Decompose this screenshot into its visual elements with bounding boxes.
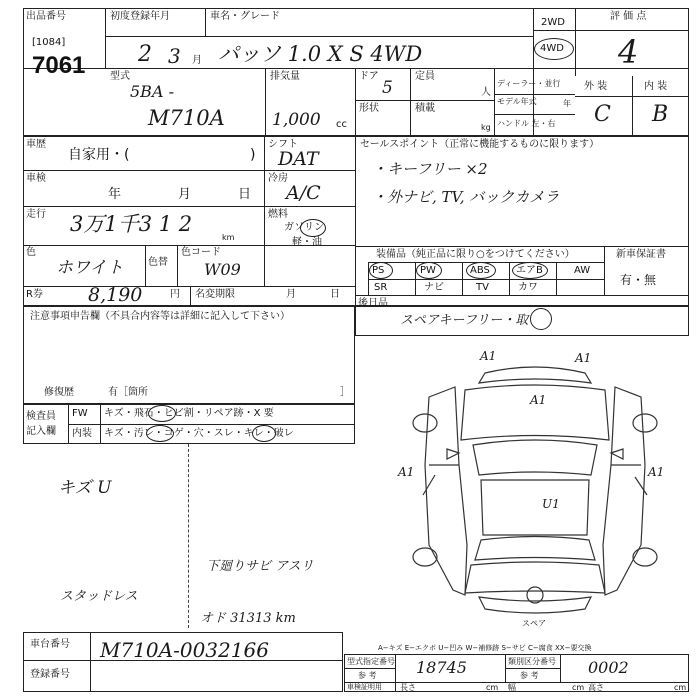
name-grade-value: パッソ 1.0 X S 4WD xyxy=(218,42,423,66)
shape-label: 形状 xyxy=(359,103,379,114)
aftermarket-value: スペアキーフリー・取 xyxy=(400,313,529,328)
inspection-label: 車検 xyxy=(26,173,46,184)
load-label: 積載 xyxy=(415,103,435,114)
score-value: 4 xyxy=(618,33,639,71)
dealer-label: ディーラー・並行 xyxy=(497,79,561,88)
color-code-value: W09 xyxy=(204,260,241,279)
diagram-mark-front-left: A1 xyxy=(480,349,497,363)
equip-airbag: エアB xyxy=(516,265,543,276)
fuel-gasoline: ガソリン xyxy=(284,222,324,233)
first-reg-year: 2 xyxy=(138,42,152,67)
inspector-note-4: オド 31313 km xyxy=(200,611,296,626)
diagram-mark-right-side: A1 xyxy=(648,465,665,479)
cooler-label: 冷房 xyxy=(268,173,288,184)
score-label: 評 価 点 xyxy=(610,11,647,22)
displacement-value: 1,000 xyxy=(272,110,321,130)
warranty-value: 有・無 xyxy=(620,273,657,287)
model-prefix: 5BA - xyxy=(130,82,174,101)
equip-sr: SR xyxy=(374,282,388,293)
color-code-label: 色コード xyxy=(181,247,221,258)
equip-aw: AW xyxy=(574,265,591,276)
cooler-value: A/C xyxy=(286,182,321,204)
lot-label: 出品番号 xyxy=(26,11,66,22)
inspector-note-3: スタッドレス xyxy=(60,589,138,604)
equip-ps: PS xyxy=(372,265,385,276)
cert-label: 車検証明用 xyxy=(347,683,382,691)
sales-point-1: ・キーフリー ×2 xyxy=(372,160,488,178)
interior-grade: B xyxy=(652,102,669,127)
notes-label: 注意事項申告欄（不具合内容等は詳細に記入して下さい） xyxy=(30,311,290,322)
color-label: 色 xyxy=(26,247,36,258)
height-label: 高さ xyxy=(588,683,604,692)
recycle-value: 8,190 xyxy=(88,284,143,306)
history-value: 自家用・( xyxy=(68,147,130,163)
exterior-label: 外 装 xyxy=(584,81,608,92)
equip-navi: ナビ xyxy=(424,282,444,293)
equip-leather: カワ xyxy=(518,282,538,293)
lot-number: 7061 xyxy=(32,52,86,79)
damage-legend: A−キズ E−エクボ U−凹み W−補修跡 S−サビ C−腐食 XX−要交換 xyxy=(378,644,592,652)
shift-label: シフト xyxy=(268,139,298,150)
fuel-label: 燃料 xyxy=(268,209,288,220)
chassis-label: 車台番号 xyxy=(30,639,70,650)
inspector-fw-label: FW xyxy=(72,408,88,419)
first-reg-label: 初度登録年月 xyxy=(110,11,170,22)
lot-code: [1084] xyxy=(32,37,66,48)
model-label: 型式 xyxy=(110,71,130,82)
width-label: 幅 xyxy=(508,683,516,692)
history-label: 車歴 xyxy=(26,139,46,150)
warranty-label: 新車保証書 xyxy=(616,249,666,260)
sales-points-label: セールスポイント（正常に機能するものに限ります） xyxy=(360,139,600,150)
equip-tv: TV xyxy=(476,282,489,293)
repaint-label: 色替 xyxy=(148,257,168,268)
registration-label: 登録番号 xyxy=(30,669,70,680)
equipment-label: 装備品（純正品に限り○をつけてください） xyxy=(376,249,575,260)
spare-label: スペア xyxy=(522,619,546,628)
inspector-interior-label: 内装 xyxy=(72,428,92,439)
diagram-mark-roof: U1 xyxy=(542,497,560,511)
type-cert-value: 18745 xyxy=(416,658,467,677)
repair-value: 有［箇所 xyxy=(108,387,148,398)
equip-abs: ABS xyxy=(470,265,490,276)
exterior-grade: C xyxy=(594,102,611,127)
recycle-label: R券 xyxy=(26,289,43,300)
sales-point-2: ・外ナビ, TV, バックカメラ xyxy=(372,188,560,206)
diagram-mark-left-side: A1 xyxy=(398,465,415,479)
type-cert-label: 型式指定番号 xyxy=(347,657,395,666)
drive-4wd: 4WD xyxy=(540,43,564,54)
handle-label: ハンドル 左・右 xyxy=(497,119,556,128)
displacement-label: 排気量 xyxy=(270,71,300,82)
inspector-label: 検査員記入欄 xyxy=(26,411,56,437)
class-label: 類別区分番号 xyxy=(508,657,556,666)
color-value: ホワイト xyxy=(56,258,124,278)
name-change-label: 名変期限 xyxy=(195,289,235,300)
name-grade-label: 車名・グレード xyxy=(210,11,280,22)
model-year-label: モデル年式 xyxy=(497,97,537,106)
inspector-note-2: 下廻りサビ アスリ xyxy=(206,559,314,574)
diagram-mark-front-right: A1 xyxy=(575,351,592,365)
first-reg-month: 3 xyxy=(168,44,181,68)
interior-label: 内 装 xyxy=(644,81,668,92)
chassis-value: M710A-0032166 xyxy=(100,638,269,662)
mileage-value: 3万1千3 1 2 xyxy=(70,212,193,236)
class-value: 0002 xyxy=(588,658,629,677)
length-label: 長さ xyxy=(400,683,416,692)
equip-pw: PW xyxy=(420,265,436,276)
inspector-fw-items: キズ・飛石・ヒビ割・リペア跡・X 要 xyxy=(104,408,274,419)
inspector-note-1: キズ U xyxy=(58,478,112,498)
capacity-label: 定員 xyxy=(415,71,435,82)
model-value: M710A xyxy=(148,106,225,130)
mileage-label: 走行 xyxy=(26,209,46,220)
doors-label: ドア xyxy=(359,71,379,82)
car-damage-diagram xyxy=(395,345,675,630)
shift-value: DAT xyxy=(278,148,319,170)
diagram-mark-hood: A1 xyxy=(530,393,547,407)
inspector-interior-items: キズ・汚レ・コゲ・穴・スレ・キレ・破レ xyxy=(104,428,294,439)
doors-value: 5 xyxy=(382,78,393,98)
aftermarket-label: 後日品 xyxy=(358,298,388,309)
fuel-diesel: 軽・油 xyxy=(292,237,322,248)
repair-label: 修復歴 xyxy=(44,387,74,398)
drive-2wd: 2WD xyxy=(541,17,565,28)
